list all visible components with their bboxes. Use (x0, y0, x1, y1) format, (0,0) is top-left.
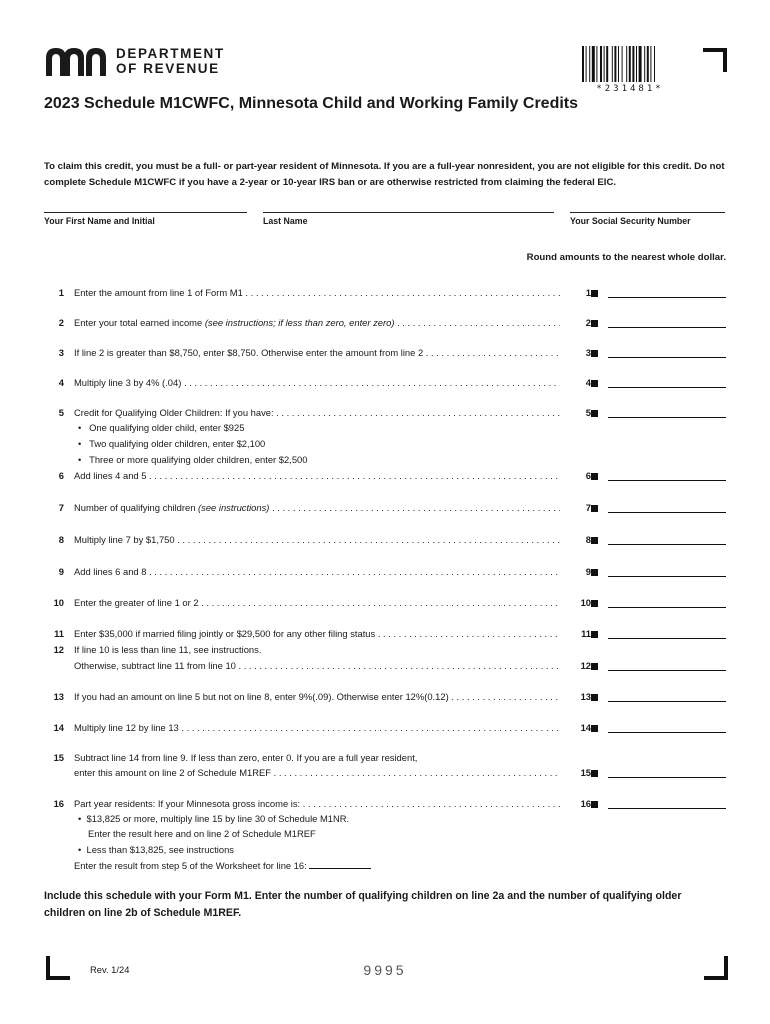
line-1-marker (591, 290, 598, 297)
line-15-label: enter this amount on line 2 of Schedule M1REF (74, 767, 271, 778)
line-15-text-1: Subtract line 14 from line 9. If less than zero, enter 0. If you are a full year resident, (74, 752, 418, 763)
line-15-marker (591, 770, 598, 777)
barcode-bar (614, 46, 616, 82)
corner-mark-bottom-left (46, 956, 70, 980)
line-7-amount-field[interactable] (608, 499, 726, 513)
corner-mark-top-right (703, 48, 727, 72)
line-8-number: 8 (58, 534, 64, 545)
dept-line-2: OF REVENUE (116, 61, 220, 76)
line-11-ref: 11 (560, 627, 591, 641)
footer-instructions: Include this schedule with your Form M1. Enter the number of qualifying children on line 2a and the number of qualifying older children on line 2b of Schedule M1REF. (44, 890, 682, 919)
line-16-worksheet-text: Enter the result from step 5 of the Worksheet for line 16: (74, 860, 307, 871)
line-7-number: 7 (58, 502, 64, 513)
barcode (582, 46, 678, 82)
page-code: 9995 (363, 962, 407, 978)
line-7-note: (see instructions) (198, 502, 270, 513)
round-note: Round amounts to the nearest whole dollar. (526, 252, 726, 263)
line-9-number: 9 (58, 566, 64, 577)
line-8-text (74, 533, 574, 547)
line-13-ref: 13 (560, 690, 591, 704)
barcode-bar (582, 46, 584, 82)
line-9-ref: 9 (560, 565, 591, 579)
line-6-text (74, 469, 574, 483)
worksheet-result-field[interactable] (309, 858, 371, 869)
line-12-number: 12 (53, 644, 64, 655)
last-name-field[interactable] (263, 212, 554, 226)
line-15-text (74, 766, 574, 780)
line-4-ref: 4 (560, 376, 591, 390)
line-5-bullet-1: • One qualifying older child, enter $925 (78, 422, 245, 433)
line-2-amount-field[interactable] (608, 314, 726, 328)
line-10-number: 10 (53, 597, 64, 608)
line-8-amount-field[interactable] (608, 531, 726, 545)
revision-date: Rev. 1/24 (90, 964, 130, 975)
line-13-text (74, 690, 574, 704)
line-9-marker (591, 569, 598, 576)
line-1-label: Enter the amount from line 1 of Form M1 (74, 287, 243, 298)
line-11-marker (591, 631, 598, 638)
line-4-amount-field[interactable] (608, 374, 726, 388)
line-16-bullet-2: • Less than $13,825, see instructions (78, 844, 234, 855)
line-16-text (74, 797, 574, 811)
line-7-text (74, 501, 574, 515)
line-3-label: If line 2 is greater than $8,750, enter $8,750. Otherwise enter the amount from line 2 (74, 347, 424, 358)
line-16-marker (591, 801, 598, 808)
line-8-label: Multiply line 7 by $1,750 (74, 534, 175, 545)
line-14-number: 14 (53, 722, 64, 733)
line-1-number: 1 (58, 287, 64, 298)
line-9-amount-field[interactable] (608, 563, 726, 577)
barcode-bar (626, 46, 627, 82)
line-2-number: 2 (58, 317, 64, 328)
line-6-ref: 6 (560, 469, 591, 483)
line-1-amount-field[interactable] (608, 284, 726, 298)
line-5-ref: 5 (560, 406, 591, 420)
line-16-label: Part year residents: If your Minnesota gross income is: (74, 798, 301, 809)
line-10-label: Enter the greater of line 1 or 2 (74, 597, 199, 608)
line-14-marker (591, 725, 598, 732)
barcode-bar (618, 46, 619, 82)
line-6-amount-field[interactable] (608, 467, 726, 481)
logo-wordmark (116, 46, 225, 76)
last-name-label: Last Name (263, 216, 308, 226)
corner-mark-bottom-right (704, 956, 728, 980)
line-5-text (74, 406, 574, 420)
line-6-marker (591, 473, 598, 480)
line-14-label: Multiply line 12 by line 13 (74, 722, 179, 733)
line-14-text (74, 721, 574, 735)
dept-line-1: DEPARTMENT (116, 46, 225, 61)
line-9-text (74, 565, 574, 579)
ssn-label: Your Social Security Number (570, 216, 691, 226)
line-13-amount-field[interactable] (608, 688, 726, 702)
line-3-ref: 3 (560, 346, 591, 360)
line-4-number: 4 (58, 377, 64, 388)
first-name-label: Your First Name and Initial (44, 216, 155, 226)
line-6-label: Add lines 4 and 5 (74, 470, 147, 481)
line-4-marker (591, 380, 598, 387)
line-15-number: 15 (53, 752, 64, 763)
line-2-ref: 2 (560, 316, 591, 330)
line-2-label: Enter your total earned income (74, 317, 205, 328)
line-5-number: 5 (58, 407, 64, 418)
line-16-ref: 16 (560, 797, 591, 811)
form-title: 2023 Schedule M1CWFC, Minnesota Child and Working Family Credits (44, 95, 579, 112)
mn-logo-icon (44, 46, 108, 76)
line-14-amount-field[interactable] (608, 719, 726, 733)
intro-text: To claim this credit, you must be a full- or part-year resident of Minnesota. If you are a full-year nonresident, you are not eligible for this credit. Do not complete Schedule M1CWFC if you have a 2-year or 10-year IRS ban or are otherwise restricted from claiming the federal EIC. (44, 161, 725, 188)
barcode-bar (586, 46, 587, 82)
line-12-marker (591, 663, 598, 670)
barcode-bar (596, 46, 597, 82)
ssn-field[interactable] (570, 212, 725, 226)
line-5-bullet-1-text: One qualifying older child, enter $925 (89, 422, 245, 433)
line-5-marker (591, 410, 598, 417)
line-11-text (74, 627, 574, 641)
line-11-number: 11 (54, 628, 64, 639)
line-15-amount-field[interactable] (608, 764, 726, 778)
line-13-number: 13 (53, 691, 64, 702)
line-16-bullet-2-text: Less than $13,825, see instructions (86, 844, 234, 855)
line-12-text (74, 659, 574, 673)
line-7-label: Number of qualifying children (74, 502, 199, 513)
barcode-bar (612, 46, 613, 82)
barcode-bar (644, 46, 645, 82)
barcode-bar (636, 46, 637, 82)
line-5-amount-field[interactable] (608, 404, 726, 418)
barcode-bar (639, 46, 642, 82)
barcode-bar (629, 46, 631, 82)
line-16-bullet-1: • $13,825 or more, multiply line 15 by line 30 of Schedule M1NR. (78, 813, 350, 824)
line-2-marker (591, 320, 598, 327)
line-1-ref: 1 (560, 286, 591, 300)
line-5-bullet-3-text: Three or more qualifying older children, enter $2,500 (89, 454, 308, 465)
line-13-label: If you had an amount on line 5 but not on line 8, enter 9%(.09). Otherwise enter 12%(0.12) (74, 691, 449, 702)
line-9-label: Add lines 6 and 8 (74, 566, 147, 577)
line-7-marker (591, 505, 598, 512)
line-11-amount-field[interactable] (608, 625, 726, 639)
line-6-number: 6 (58, 470, 64, 481)
line-2-text (74, 316, 574, 330)
line-10-ref: 10 (560, 596, 591, 610)
line-8-marker (591, 537, 598, 544)
line-12-amount-field[interactable] (608, 657, 726, 671)
line-10-text (74, 596, 574, 610)
line-7-ref: 7 (560, 501, 591, 515)
line-14-ref: 14 (560, 721, 591, 735)
line-5-label: Credit for Qualifying Older Children: If you have: (74, 407, 274, 418)
department-of-revenue-logo (44, 46, 225, 76)
line-16-bullet-1-sub: Enter the result here and on line 2 of Schedule M1REF (88, 828, 316, 839)
line-3-marker (591, 350, 598, 357)
barcode-bar (647, 46, 649, 82)
line-4-label: Multiply line 3 by 4% (.04) (74, 377, 182, 388)
line-5-bullet-2-text: Two qualifying older children, enter $2,100 (89, 438, 266, 449)
line-16-number: 16 (53, 798, 64, 809)
barcode-bar (606, 46, 608, 82)
barcode-bar (622, 46, 623, 82)
line-3-number: 3 (58, 347, 64, 358)
line-10-marker (591, 600, 598, 607)
line-13-marker (591, 694, 598, 701)
barcode-bar (650, 46, 651, 82)
line-3-text (74, 346, 574, 360)
line-1-text (74, 286, 574, 300)
line-2-note: (see instructions; if less than zero, enter zero) (204, 317, 395, 328)
line-11-label: Enter $35,000 if married filing jointly or $29,500 for any other filing status (74, 628, 376, 639)
line-8-ref: 8 (560, 533, 591, 547)
barcode-bar (632, 46, 634, 82)
line-16-amount-field[interactable] (608, 795, 726, 809)
line-12-ref: 12 (560, 659, 591, 673)
barcode-bar (592, 46, 595, 82)
barcode-bar (604, 46, 605, 82)
line-5-bullet-3: • Three or more qualifying older children, enter $2,500 (78, 454, 308, 465)
line-3-amount-field[interactable] (608, 344, 726, 358)
line-16-bullet-1-text: $13,825 or more, multiply line 15 by line 30 of Schedule M1NR. (86, 813, 350, 824)
line-10-amount-field[interactable] (608, 594, 726, 608)
barcode-bar (654, 46, 655, 82)
barcode-bar (589, 46, 590, 82)
line-12-text-1: If line 10 is less than line 11, see instructions. (74, 644, 262, 655)
line-12-label: Otherwise, subtract line 11 from line 10 (74, 660, 236, 671)
first-name-field[interactable] (44, 212, 247, 226)
line-5-bullet-2: • Two qualifying older children, enter $2,100 (78, 438, 266, 449)
line-4-text (74, 376, 574, 390)
line-16-worksheet (74, 858, 371, 873)
line-15-ref: 15 (560, 766, 591, 780)
barcode-text: *231481* (596, 84, 664, 94)
barcode-bar (600, 46, 602, 82)
